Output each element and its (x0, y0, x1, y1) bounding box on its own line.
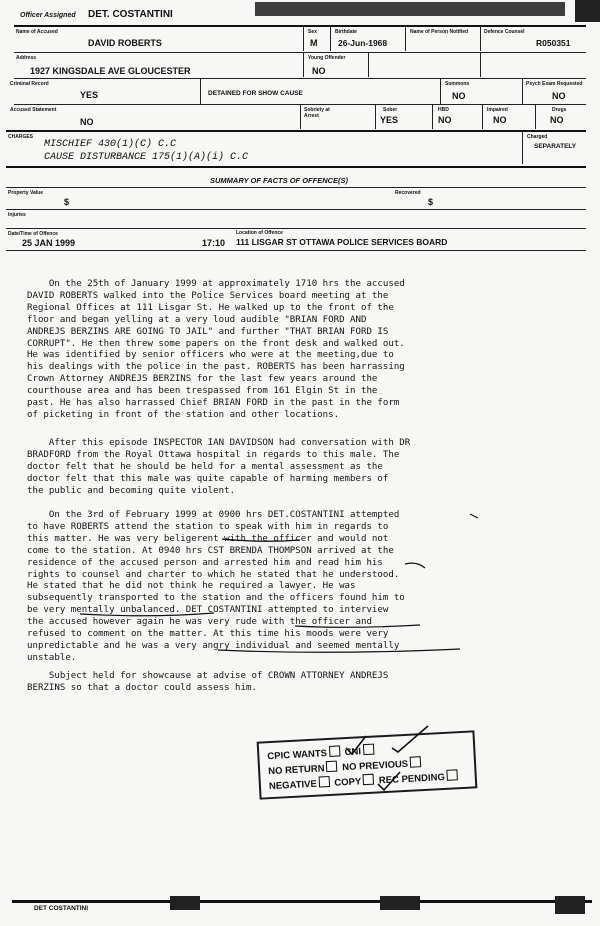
sober-value: YES (380, 115, 399, 125)
counsel-value: R050351 (536, 38, 571, 48)
detained-label: DETAINED FOR SHOW CAUSE (208, 90, 303, 97)
charges-label: CHARGES (8, 134, 34, 140)
narrative-line: unstable. (27, 652, 77, 663)
narrative-line: BRADFORD from the Royal Ottawa hospital in regards to this male. The (27, 449, 400, 460)
date-value: 25 JAN 1999 (22, 238, 76, 248)
negative-checkbox (318, 776, 330, 788)
accused-statement-value: NO (80, 117, 94, 127)
address-label: Address (16, 55, 37, 61)
date-time-label: Date/Time of Offence (8, 231, 58, 237)
narrative-line: On the 3rd of February 1999 at 0900 hrs DET.COSTANTINI attempted (27, 510, 400, 520)
negative-label: NEGATIVE (268, 778, 318, 793)
criminal-record-value: YES (80, 90, 99, 100)
accused-label: Name of Accused (16, 29, 58, 35)
narrative-line: Regional Offices at 111 Lisgar St. He walked up to the front of the (27, 302, 394, 313)
narrative-line: be very mentally unbalanced. DET COSTANTINI attempted to interview (27, 605, 389, 616)
narrative-line: the accused however again he was very rude with the officer and (27, 617, 372, 628)
psych-value: NO (552, 91, 566, 101)
sex-label: Sex (308, 29, 317, 35)
cpic-wants-label: CPIC WANTS (267, 748, 328, 763)
narrative-line: of picketing in front of the station and other locations. (27, 409, 340, 420)
scan-noise (555, 896, 585, 914)
no-previous-label: NO PREVIOUS (341, 758, 409, 774)
officer-value: DET. COSTANTINI (88, 9, 173, 20)
scan-noise (380, 896, 420, 910)
impaired-value: NO (493, 115, 507, 125)
accused-statement-label: Accused Statement (10, 107, 57, 113)
location-value: 111 LISGAR ST OTTAWA POLICE SERVICES BOARD (236, 237, 448, 247)
charged-value: SEPARATELY (534, 143, 577, 150)
narrative-line: residence of the accused person and arrested him and read him his (27, 557, 383, 568)
narrative-line: ANDREJS BERZINS ARE GOING TO JAIL" and further "THAT BRIAN FORD IS (27, 326, 389, 337)
sober-label: Sober (383, 107, 398, 113)
young-offender-value: NO (312, 66, 326, 76)
narrative-line: this matter. He was very beligerent with the officer and would not (27, 533, 389, 544)
property-value-label: Property Value (8, 190, 44, 196)
impaired-label: Impaired (487, 107, 508, 113)
young-offender-label: Young Offender (308, 55, 346, 61)
narrative-line: rights to counsel and charter to which he stated that he understood. (27, 569, 400, 580)
narrative-line: Crown Attorney ANDREJS BERZINS for the last few years around the (27, 374, 378, 385)
summons-label: Summons (445, 81, 470, 87)
person-notified-label: Name of Person Notified (410, 29, 469, 35)
no-return-label: NO RETURN (267, 763, 325, 778)
copy-label: COPY (334, 776, 362, 789)
narrative-line: his dealings with the police in the past. ROBERTS has been harrassing (27, 362, 405, 373)
injuries-label: Injuries (8, 212, 26, 218)
scan-noise (170, 896, 200, 910)
narrative-line: After this episode INSPECTOR IAN DAVIDSON had conversation with DR (27, 438, 411, 448)
accused-value: DAVID ROBERTS (88, 38, 162, 48)
footer-officer: DET COSTANTINI (34, 905, 89, 912)
narrative-line: doctor felt that this male was quite capable of harming members of (27, 473, 389, 484)
recovered-label: Recovered (395, 190, 421, 196)
narrative-line: the public and becoming quite violent. (27, 485, 236, 496)
summary-title: SUMMARY OF FACTS OF OFFENCE(S) (210, 176, 349, 185)
narrative-line: unpredictable and he was a very angry individual and seemed mentally (27, 640, 400, 651)
narrative-line: courthouse area and has been trespassed from 161 Elgin St in the (27, 386, 378, 397)
property-value: $ (64, 197, 70, 207)
check-marks (330, 722, 450, 802)
narrative-line: CORRUPT". He then threw some papers on the front desk and walked out. (27, 338, 405, 349)
narrative-line: BERZINS so that a doctor could assess him. (27, 682, 257, 693)
narrative-line: He stated that he did not think he required a lawyer. He was (27, 581, 356, 592)
narrative-line: floor and began yelling at a very loud audible "BRIAN FORD AND (27, 314, 367, 325)
narrative-line: Subject held for showcause at advise of CROWN ATTORNEY ANDREJS (27, 671, 389, 681)
narrative-line: He was identified by senior officers who were at the meeting,due to (27, 350, 394, 361)
officer-label: Officer Assigned (20, 12, 76, 19)
narrative-line: to have ROBERTS attend the station to speak with him in regards to (27, 521, 389, 532)
counsel-label: Defence Counsel (484, 29, 525, 35)
narrative-line: past. He has also harrassed Chief BRIAN FORD in the past in the form (27, 398, 400, 409)
narrative-line: come to the station. At 0940 hrs CST BRENDA THOMPSON arrived at the (27, 545, 394, 556)
charge-line-2: CAUSE DISTURBANCE 175(1)(A)(i) C.C (44, 152, 249, 163)
narrative-line: subsequently transported to the station and the officers found him to (27, 593, 405, 604)
criminal-record-label: Criminal Record (10, 81, 49, 87)
hbd-value: NO (438, 115, 452, 125)
charge-line-1: MISCHIEF 430(1)(C) C.C (44, 139, 177, 150)
cni-label: CNI (344, 746, 362, 759)
address-value: 1927 KINGSDALE AVE GLOUCESTER (30, 66, 191, 76)
location-label: Location of Offence (236, 230, 283, 236)
hbd-label: HBD (438, 107, 449, 113)
sobriety-label: Sobriety at Arrest (304, 107, 330, 119)
drugs-label: Drugs (552, 107, 567, 113)
summons-value: NO (452, 91, 466, 101)
narrative-line: On the 25th of January 1999 at approximately 1710 hrs the accused (27, 279, 405, 289)
time-value: 17:10 (202, 238, 226, 248)
birthdate-label: Birthdate (335, 29, 357, 35)
charged-label: Charged (527, 134, 548, 140)
rec-pending-label: REC PENDING (378, 771, 446, 787)
divider (12, 900, 592, 903)
psych-label: Psych Exam Requested (526, 81, 583, 87)
birthdate-value: 26-Jun-1968 (338, 38, 388, 48)
recovered-value: $ (428, 197, 434, 207)
narrative-line: doctor felt that he should be held for a mental assessment as the (27, 461, 383, 472)
drugs-value: NO (550, 115, 564, 125)
sex-value: M (310, 38, 318, 48)
narrative-line: refused to comment on the matter. At this time his moods were very (27, 629, 389, 640)
narrative-line: DAVID ROBERTS walked into the Police Services board meeting at the (27, 290, 389, 301)
